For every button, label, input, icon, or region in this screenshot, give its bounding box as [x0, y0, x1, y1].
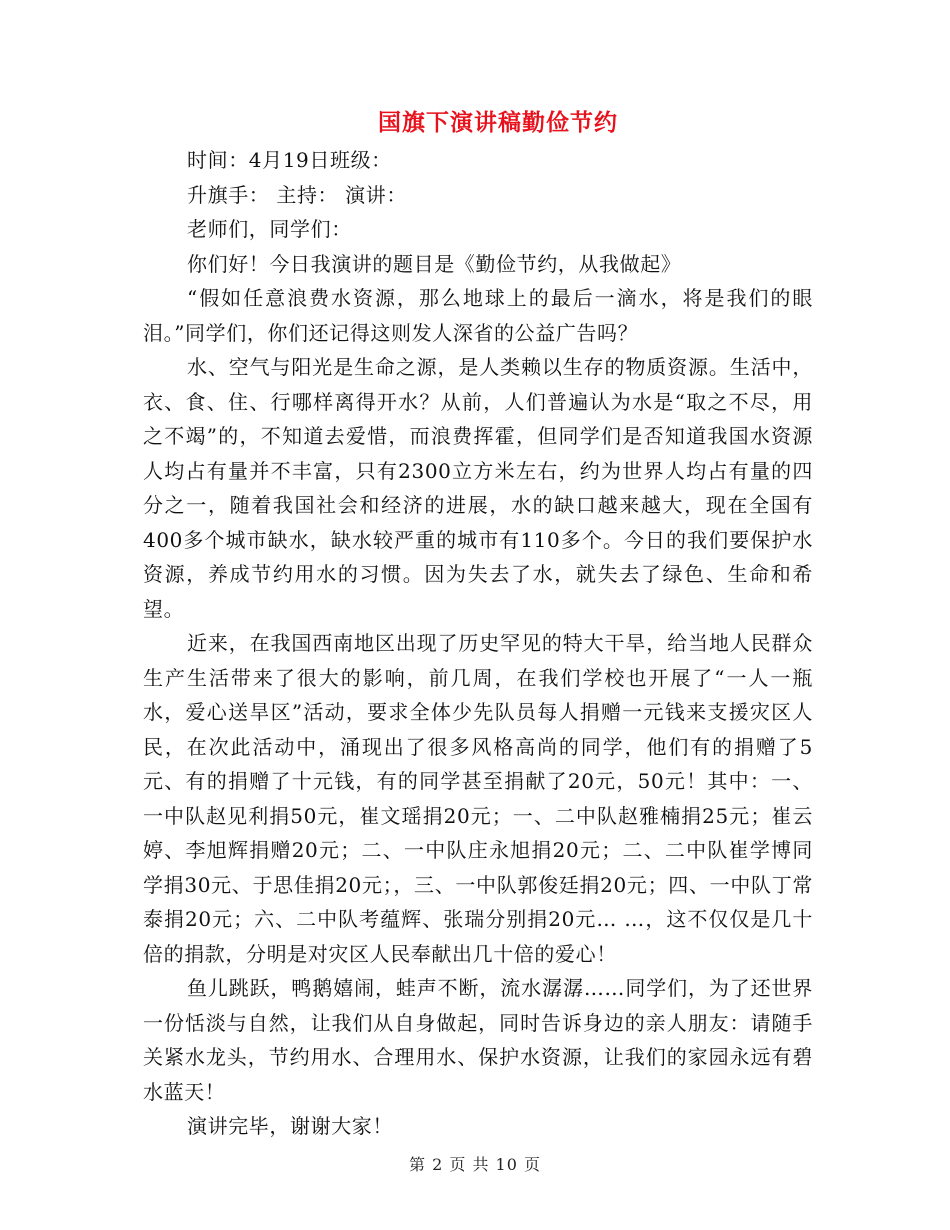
paragraph-closing: 演讲完毕，谢谢大家！	[187, 1114, 393, 1138]
paragraph-quote: “假如任意浪费水资源，那么地球上的最后一滴水，将是我们的眼泪。”同学们，你们还记得这则发人深省的公益广告吗？	[143, 286, 813, 345]
document-body	[143, 143, 813, 1144]
paragraph-call-to-action: 鱼儿跳跃，鸭鹅嬉闹，蛙声不断，流水潺潺……同学们，为了还世界一份恬淡与自然，让我们从自身做起，同时告诉身边的亲人朋友：请随手关紧水龙头，节约用水、合理用水、保护水资源，让我们的家园永远有碧水蓝天！	[143, 976, 813, 1104]
paragraph-water-resources: 水、空气与阳光是生命之源，是人类赖以生存的物质资源。生活中，衣、食、住、行哪样离得开水？从前，人们普遍认为水是“取之不尽，用之不竭”的，不知道去爱惜，而浪费挥霍，但同学们是否知道我国水资源人均占有量并不丰富，只有2300立方米左右，约为世界人均占有量的四分之一，随着我国社会和经济的进展，水的缺口越来越大，现在全国有400多个城市缺水，缺水较严重的城市有110多个。今日的我们要保护水资源，养成节约用水的习惯。因为失去了水，就失去了绿色、生命和希望。	[143, 355, 813, 621]
paragraph-time-class: 时间：4月19日班级：	[187, 148, 392, 172]
paragraph-drought-donation: 近来，在我国西南地区出现了历史罕见的特大干旱，给当地人民群众生产生活带来了很大的影响，前几周，在我们学校也开展了“一人一瓶水，爱心送旱区”活动，要求全体少先队员每人捐赠一元钱来支援灾区人民，在次此活动中，涌现出了很多风格高尚的同学，他们有的捐赠了5元、有的捐赠了十元钱，有的同学甚至捐献了20元，50元！其中：一、一中队赵见利捐50元，崔文瑶捐20元；一、二中队赵雅楠捐25元；崔云婷、李旭辉捐赠20元；二、一中队庄永旭捐20元；二、二中队崔学博同学捐30元、于思佳捐20元；，三、一中队郭俊廷捐20元；四、一中队丁常泰捐20元；六、二中队考蕴辉、张瑞分别捐20元… …，这不仅仅是几十倍的捐款，分明是对灾区人民奉献出几十倍的爱心！	[143, 631, 813, 966]
paragraph-roles: 升旗手： 主持： 演讲：	[187, 182, 407, 207]
paragraph-greeting: 你们好！今日我演讲的题目是《勤俭节约，从我做起》	[187, 251, 682, 276]
document-title: 国旗下演讲稿勤俭节约	[378, 109, 618, 136]
paragraph-salutation: 老师们，同学们：	[187, 217, 352, 241]
page-number-footer: 第 2 页 共 10 页	[409, 1155, 541, 1174]
